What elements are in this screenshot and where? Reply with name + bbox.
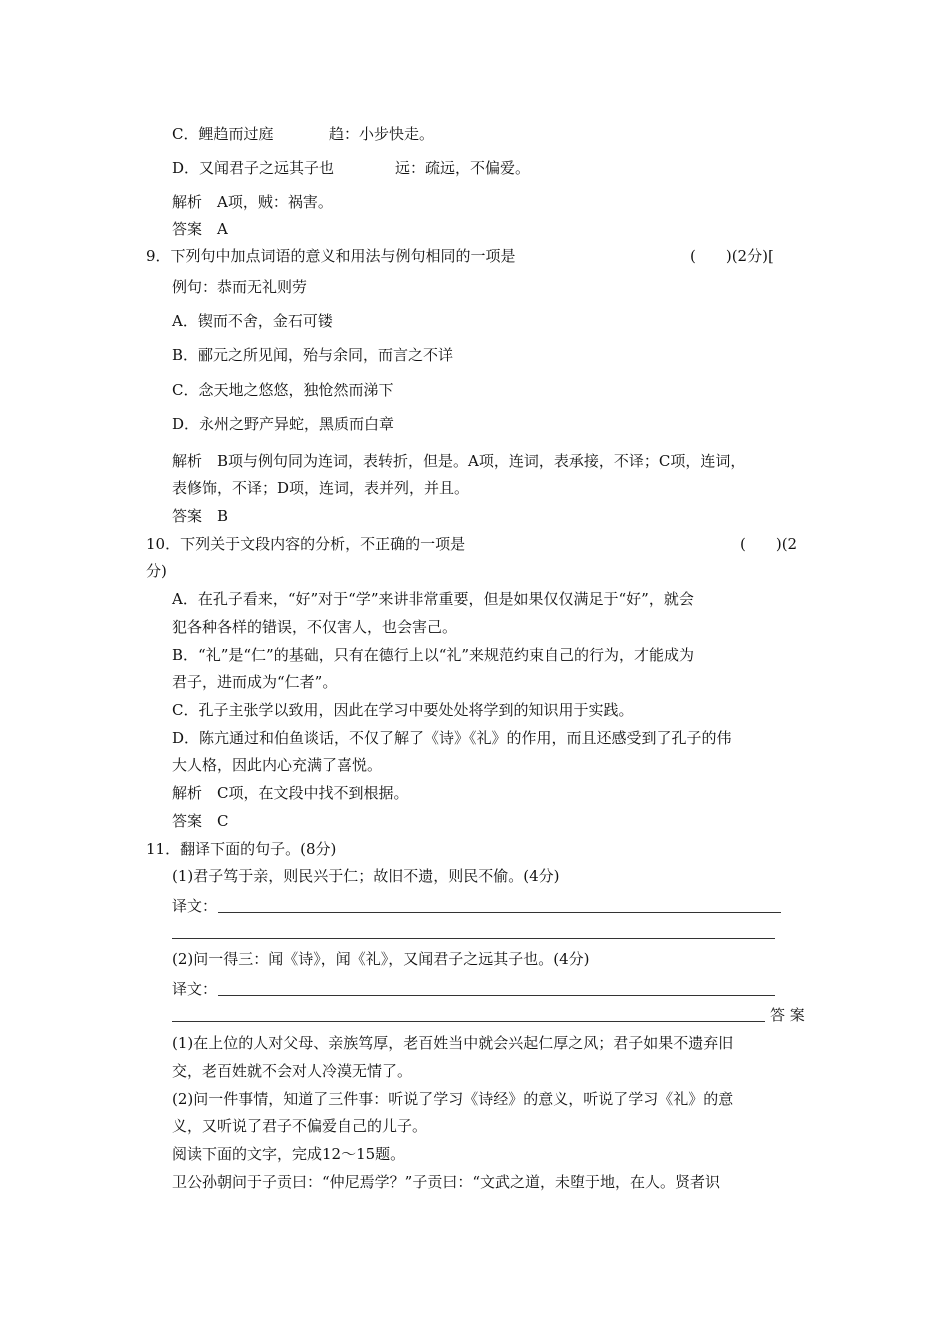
option-9d: D．永州之野产异蛇，黑质而白章 [172, 415, 395, 433]
answer-11-1-line2: 交，老百姓就不会对人冷漠无情了。 [172, 1062, 413, 1080]
example-9: 例句：恭而无礼则劳 [172, 278, 308, 296]
option-10b-line1: B．“礼”是“仁”的基础，只有在德行上以“礼”来规范约束自己的行为，才能成为 [172, 646, 695, 664]
translation-2-blank[interactable] [218, 995, 775, 996]
option-10a-line2: 犯各种各样的错误，不仅害人，也会害己。 [172, 618, 458, 636]
translation-2-blank-2[interactable] [172, 1021, 765, 1022]
question-11-2: (2)问一得三：闻《诗》，闻《礼》，又闻君子之远其子也。(4分) [172, 950, 590, 968]
option-10a-line1: A．在孔子看来，“好”对于“学”来讲非常重要，但是如果仅仅满足于“好”，就会 [172, 590, 694, 608]
question-9-mark: ( )(2分)[ [690, 247, 774, 265]
option-10c: C．孔子主张学以致用，因此在学习中要处处将学到的知识用于实践。 [172, 701, 634, 719]
translation-2-label: 译文： [172, 980, 218, 998]
analysis-9-line1: 解析 B项与例句同为连词，表转折，但是。A项，连词，表承接，不译；C项，连词， [172, 452, 746, 470]
passage-line1: 卫公孙朝问于子贡曰：“仲尼焉学？”子贡曰：“文武之道，未堕于地，在人。贤者识 [172, 1173, 721, 1191]
question-9: 9．下列句中加点词语的意义和用法与例句相同的一项是 [146, 247, 516, 265]
question-10-mark-cont: 分) [146, 562, 167, 580]
answer-11-2-line2: 义，又听说了君子不偏爱自己的儿子。 [172, 1117, 428, 1135]
option-10d-line1: D．陈亢通过和伯鱼谈话，不仅了解了《诗》《礼》的作用，而且还感受到了孔子的伟 [172, 729, 732, 747]
question-11: 11．翻译下面的句子。(8分) [146, 840, 337, 858]
answer-10: 答案 C [172, 812, 229, 830]
question-11-1: (1)君子笃于亲，则民兴于仁；故旧不遗，则民不偷。(4分) [172, 867, 560, 885]
answer-9: 答案 B [172, 507, 229, 525]
translation-1-label: 译文： [172, 897, 218, 915]
option-9a: A．锲而不舍，金石可镂 [172, 312, 333, 330]
analysis-9-line2: 表修饰，不译；D项，连词，表并列，并且。 [172, 479, 470, 497]
option-10d-line2: 大人格，因此内心充满了喜悦。 [172, 756, 383, 774]
option-8d: D．又闻君子之远其子也 [172, 159, 335, 177]
option-9b: B．郦元之所见闻，殆与余同，而言之不详 [172, 346, 454, 364]
answer-11-label: 答 案 [770, 1006, 805, 1024]
analysis-8: 解析 A项，贼：祸害。 [172, 193, 333, 211]
option-8c-gloss: 趋：小步快走。 [329, 125, 435, 143]
answer-8: 答案 A [172, 220, 228, 238]
option-10b-line2: 君子，进而成为“仁者”。 [172, 673, 338, 691]
question-10-mark: ( )(2 [740, 535, 798, 553]
question-10: 10．下列关于文段内容的分析，不正确的一项是 [146, 535, 466, 553]
option-8c: C．鲤趋而过庭 [172, 125, 274, 143]
translation-1-blank-2[interactable] [172, 938, 775, 939]
option-8d-gloss: 远：疏远，不偏爱。 [395, 159, 531, 177]
translation-1-blank[interactable] [218, 912, 781, 913]
option-9c: C．念天地之悠悠，独怆然而涕下 [172, 381, 394, 399]
answer-11-2-line1: (2)问一件事情，知道了三件事：听说了学习《诗经》的意义，听说了学习《礼》的意 [172, 1090, 734, 1108]
answer-11-1-line1: (1)在上位的人对父母、亲族笃厚，老百姓当中就会兴起仁厚之风；君子如果不遗弃旧 [172, 1034, 734, 1052]
analysis-10: 解析 C项，在文段中找不到根据。 [172, 784, 409, 802]
reading-instruction: 阅读下面的文字，完成12～15题。 [172, 1145, 406, 1163]
